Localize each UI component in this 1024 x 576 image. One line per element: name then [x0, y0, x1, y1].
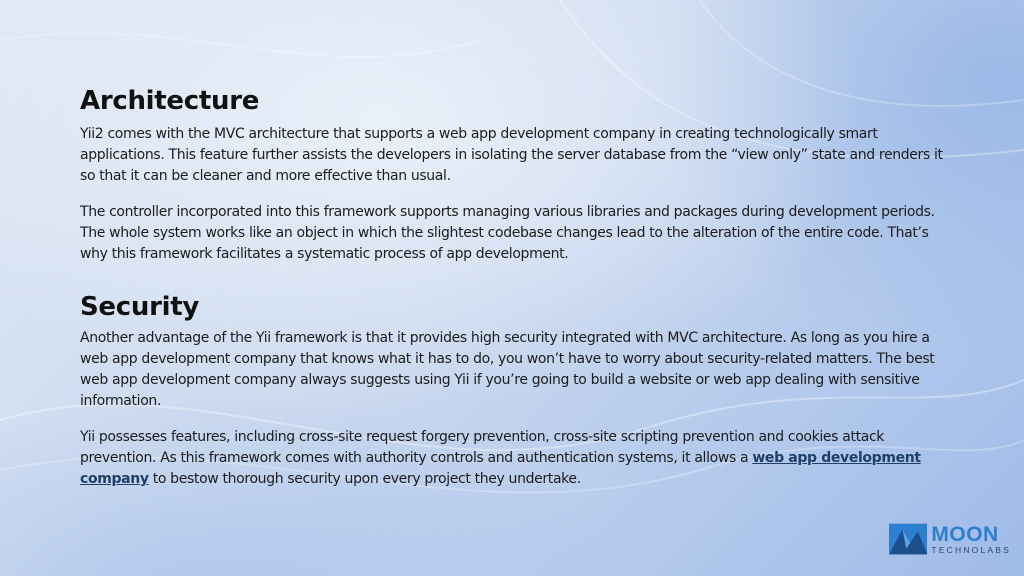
security-paragraph-2-text-start: Yii possesses features, including cross-site request forgery prevention, cross-site scripting prevention and cookies attack prevention. As this framework comes with authority controls and authentication systems, it allows a [80, 429, 885, 466]
logo-subtitle: TECHNOLABS [931, 544, 1011, 555]
security-heading: Security [80, 292, 199, 322]
web-app-development-company-link[interactable]: web app development company [80, 450, 921, 487]
moon-technolabs-logo [889, 522, 1011, 556]
moon-technolabs-logo-icon [889, 523, 927, 555]
architecture-paragraph-2: The controller incorporated into this framework supports managing various libraries and packages during development periods. The whole system works like an object in which the slightest codebase changes lead to the alteration of the entire code. That’s why this framework facilitates a systematic process of app development. [80, 204, 935, 262]
architecture-paragraph-1: Yii2 comes with the MVC architecture that supports a web app development company in creating technologically smart applications. This feature further assists the developers in isolating the server database from the “view only” state and renders it so that it can be cleaner and more effective than usual. [80, 126, 943, 184]
logo-wordmark [931, 524, 1011, 555]
main-content [80, 84, 950, 490]
logo-name: MOON [931, 522, 999, 546]
security-paragraph-2-text-end: to bestow thorough security upon every project they undertake. [148, 471, 581, 487]
architecture-heading: Architecture [80, 86, 260, 116]
security-paragraph-2 [80, 427, 950, 490]
security-paragraph-1: Another advantage of the Yii framework is that it provides high security integrated with MVC architecture. As long as you hire a web app development company that knows what it has to do, you won’t have to worry about security-related matters. The best web app development company always suggests using Yii if you’re going to build a website or web app dealing with sensitive information. [80, 330, 935, 409]
